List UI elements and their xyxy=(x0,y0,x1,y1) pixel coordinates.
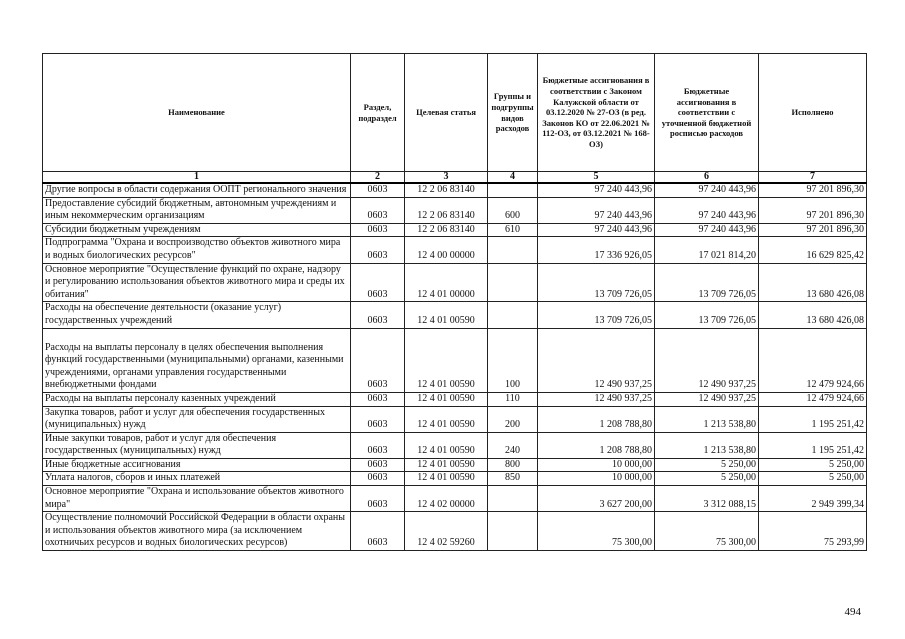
row-law-amount: 17 336 926,05 xyxy=(538,237,655,263)
row-article: 12 4 01 00590 xyxy=(405,392,488,406)
row-article: 12 4 01 00590 xyxy=(405,432,488,458)
row-law-amount: 10 000,00 xyxy=(538,472,655,486)
row-section: 0603 xyxy=(351,486,405,512)
row-article: 12 4 00 00000 xyxy=(405,237,488,263)
row-executed-amount: 1 195 251,42 xyxy=(759,406,867,432)
row-group: 240 xyxy=(488,432,538,458)
column-number: 2 xyxy=(351,172,405,184)
row-section: 0603 xyxy=(351,512,405,551)
column-number: 1 xyxy=(43,172,351,184)
row-name: Основное мероприятие "Осуществление функций по охране, надзору и регулированию использования объектов животного мира и среды их обитания" xyxy=(43,263,351,302)
row-law-amount: 10 000,00 xyxy=(538,458,655,472)
row-refined-amount: 1 213 538,80 xyxy=(655,432,759,458)
row-section: 0603 xyxy=(351,432,405,458)
row-article: 12 4 01 00590 xyxy=(405,472,488,486)
header-section: Раздел, подраздел xyxy=(351,54,405,172)
row-law-amount: 13 709 726,05 xyxy=(538,302,655,328)
row-law-amount: 97 240 443,96 xyxy=(538,197,655,223)
row-section: 0603 xyxy=(351,406,405,432)
column-number: 5 xyxy=(538,172,655,184)
row-section: 0603 xyxy=(351,263,405,302)
row-refined-amount: 3 312 088,15 xyxy=(655,486,759,512)
header-row xyxy=(43,54,867,172)
row-executed-amount: 12 479 924,66 xyxy=(759,328,867,392)
row-executed-amount: 13 680 426,08 xyxy=(759,263,867,302)
row-refined-amount: 12 490 937,25 xyxy=(655,392,759,406)
row-article: 12 4 01 00590 xyxy=(405,406,488,432)
row-section: 0603 xyxy=(351,392,405,406)
row-article: 12 2 06 83140 xyxy=(405,197,488,223)
table-row xyxy=(43,237,867,263)
table-row xyxy=(43,458,867,472)
table-row xyxy=(43,406,867,432)
row-refined-amount: 13 709 726,05 xyxy=(655,263,759,302)
table-row xyxy=(43,223,867,237)
row-executed-amount: 12 479 924,66 xyxy=(759,392,867,406)
row-group xyxy=(488,512,538,551)
row-section: 0603 xyxy=(351,197,405,223)
table-row xyxy=(43,392,867,406)
row-section: 0603 xyxy=(351,472,405,486)
row-section: 0603 xyxy=(351,458,405,472)
header-name: Наименование xyxy=(43,54,351,172)
header-law-allocations: Бюджетные ассигнования в соответствии с Законом Калужской области от 03.12.2020 № 27-ОЗ (в ред. Законов КО от 22.06.2021 № 112-ОЗ, от 03.12.2021 № 168-ОЗ) xyxy=(538,54,655,172)
column-number: 4 xyxy=(488,172,538,184)
row-section: 0603 xyxy=(351,237,405,263)
table-row xyxy=(43,328,867,392)
row-name: Закупка товаров, работ и услуг для обеспечения государственных (муниципальных) нужд xyxy=(43,406,351,432)
table-row xyxy=(43,263,867,302)
row-refined-amount: 13 709 726,05 xyxy=(655,302,759,328)
row-group xyxy=(488,237,538,263)
header-expense-groups: Группы и подгруппы видов расходов xyxy=(488,54,538,172)
row-law-amount: 97 240 443,96 xyxy=(538,223,655,237)
row-article: 12 4 02 00000 xyxy=(405,486,488,512)
row-article: 12 4 01 00590 xyxy=(405,328,488,392)
row-group xyxy=(488,263,538,302)
row-law-amount: 1 208 788,80 xyxy=(538,432,655,458)
row-executed-amount: 75 293,99 xyxy=(759,512,867,551)
row-group xyxy=(488,486,538,512)
row-group: 800 xyxy=(488,458,538,472)
row-group: 600 xyxy=(488,197,538,223)
row-refined-amount: 97 240 443,96 xyxy=(655,183,759,197)
row-refined-amount: 97 240 443,96 xyxy=(655,223,759,237)
row-article: 12 4 01 00590 xyxy=(405,302,488,328)
header-target-article: Целевая статья xyxy=(405,54,488,172)
row-law-amount: 13 709 726,05 xyxy=(538,263,655,302)
column-number: 7 xyxy=(759,172,867,184)
row-section: 0603 xyxy=(351,302,405,328)
column-number: 6 xyxy=(655,172,759,184)
row-name: Осуществление полномочий Российской Федерации в области охраны и использования объектов животного мира (за исключением охотничьих ресурсов и водных биологических ресурсов) xyxy=(43,512,351,551)
row-name: Иные бюджетные ассигнования xyxy=(43,458,351,472)
table-row xyxy=(43,183,867,197)
row-name: Иные закупки товаров, работ и услуг для обеспечения государственных (муниципальных) нужд xyxy=(43,432,351,458)
row-article: 12 2 06 83140 xyxy=(405,223,488,237)
page-number: 494 xyxy=(844,606,861,618)
row-name: Расходы на обеспечение деятельности (оказание услуг) государственных учреждений xyxy=(43,302,351,328)
row-executed-amount: 13 680 426,08 xyxy=(759,302,867,328)
row-name: Расходы на выплаты персоналу в целях обеспечения выполнения функций государственными (муниципальными) органами, казенными учреждениями, органами управления государственными внебюджетными фондами xyxy=(43,328,351,392)
row-article: 12 2 06 83140 xyxy=(405,183,488,197)
row-refined-amount: 75 300,00 xyxy=(655,512,759,551)
row-section: 0603 xyxy=(351,183,405,197)
row-refined-amount: 5 250,00 xyxy=(655,472,759,486)
row-group: 110 xyxy=(488,392,538,406)
row-name: Другие вопросы в области содержания ООПТ регионального значения xyxy=(43,183,351,197)
row-executed-amount: 97 201 896,30 xyxy=(759,223,867,237)
row-group: 610 xyxy=(488,223,538,237)
table-row xyxy=(43,302,867,328)
table-row xyxy=(43,512,867,551)
row-law-amount: 75 300,00 xyxy=(538,512,655,551)
row-law-amount: 12 490 937,25 xyxy=(538,392,655,406)
row-group: 850 xyxy=(488,472,538,486)
row-group: 100 xyxy=(488,328,538,392)
row-name: Предоставление субсидий бюджетным, автономным учреждениям и иным некоммерческим организациям xyxy=(43,197,351,223)
table-row xyxy=(43,472,867,486)
row-law-amount: 12 490 937,25 xyxy=(538,328,655,392)
column-number: 3 xyxy=(405,172,488,184)
row-group xyxy=(488,302,538,328)
row-name: Расходы на выплаты персоналу казенных учреждений xyxy=(43,392,351,406)
table-row xyxy=(43,486,867,512)
row-executed-amount: 97 201 896,30 xyxy=(759,183,867,197)
row-executed-amount: 97 201 896,30 xyxy=(759,197,867,223)
column-number-row xyxy=(43,172,867,184)
row-executed-amount: 2 949 399,34 xyxy=(759,486,867,512)
row-group: 200 xyxy=(488,406,538,432)
budget-execution-table xyxy=(42,53,867,551)
row-refined-amount: 17 021 814,20 xyxy=(655,237,759,263)
row-refined-amount: 97 240 443,96 xyxy=(655,197,759,223)
row-executed-amount: 5 250,00 xyxy=(759,458,867,472)
row-name: Подпрограмма "Охрана и воспроизводство объектов животного мира и водных биологических ресурсов" xyxy=(43,237,351,263)
row-executed-amount: 1 195 251,42 xyxy=(759,432,867,458)
header-executed: Исполнено xyxy=(759,54,867,172)
row-executed-amount: 5 250,00 xyxy=(759,472,867,486)
row-refined-amount: 5 250,00 xyxy=(655,458,759,472)
row-name: Основное мероприятие "Охрана и использование объектов животного мира" xyxy=(43,486,351,512)
row-refined-amount: 12 490 937,25 xyxy=(655,328,759,392)
row-section: 0603 xyxy=(351,223,405,237)
row-law-amount: 3 627 200,00 xyxy=(538,486,655,512)
row-section: 0603 xyxy=(351,328,405,392)
row-article: 12 4 01 00590 xyxy=(405,458,488,472)
row-name: Субсидии бюджетным учреждениям xyxy=(43,223,351,237)
row-article: 12 4 02 59260 xyxy=(405,512,488,551)
row-article: 12 4 01 00000 xyxy=(405,263,488,302)
header-refined-allocations: Бюджетные ассигнования в соответствии с уточненной бюджетной росписью расходов xyxy=(655,54,759,172)
row-group xyxy=(488,183,538,197)
row-name: Уплата налогов, сборов и иных платежей xyxy=(43,472,351,486)
row-executed-amount: 16 629 825,42 xyxy=(759,237,867,263)
row-law-amount: 1 208 788,80 xyxy=(538,406,655,432)
table-row xyxy=(43,197,867,223)
row-refined-amount: 1 213 538,80 xyxy=(655,406,759,432)
table-row xyxy=(43,432,867,458)
row-law-amount: 97 240 443,96 xyxy=(538,183,655,197)
